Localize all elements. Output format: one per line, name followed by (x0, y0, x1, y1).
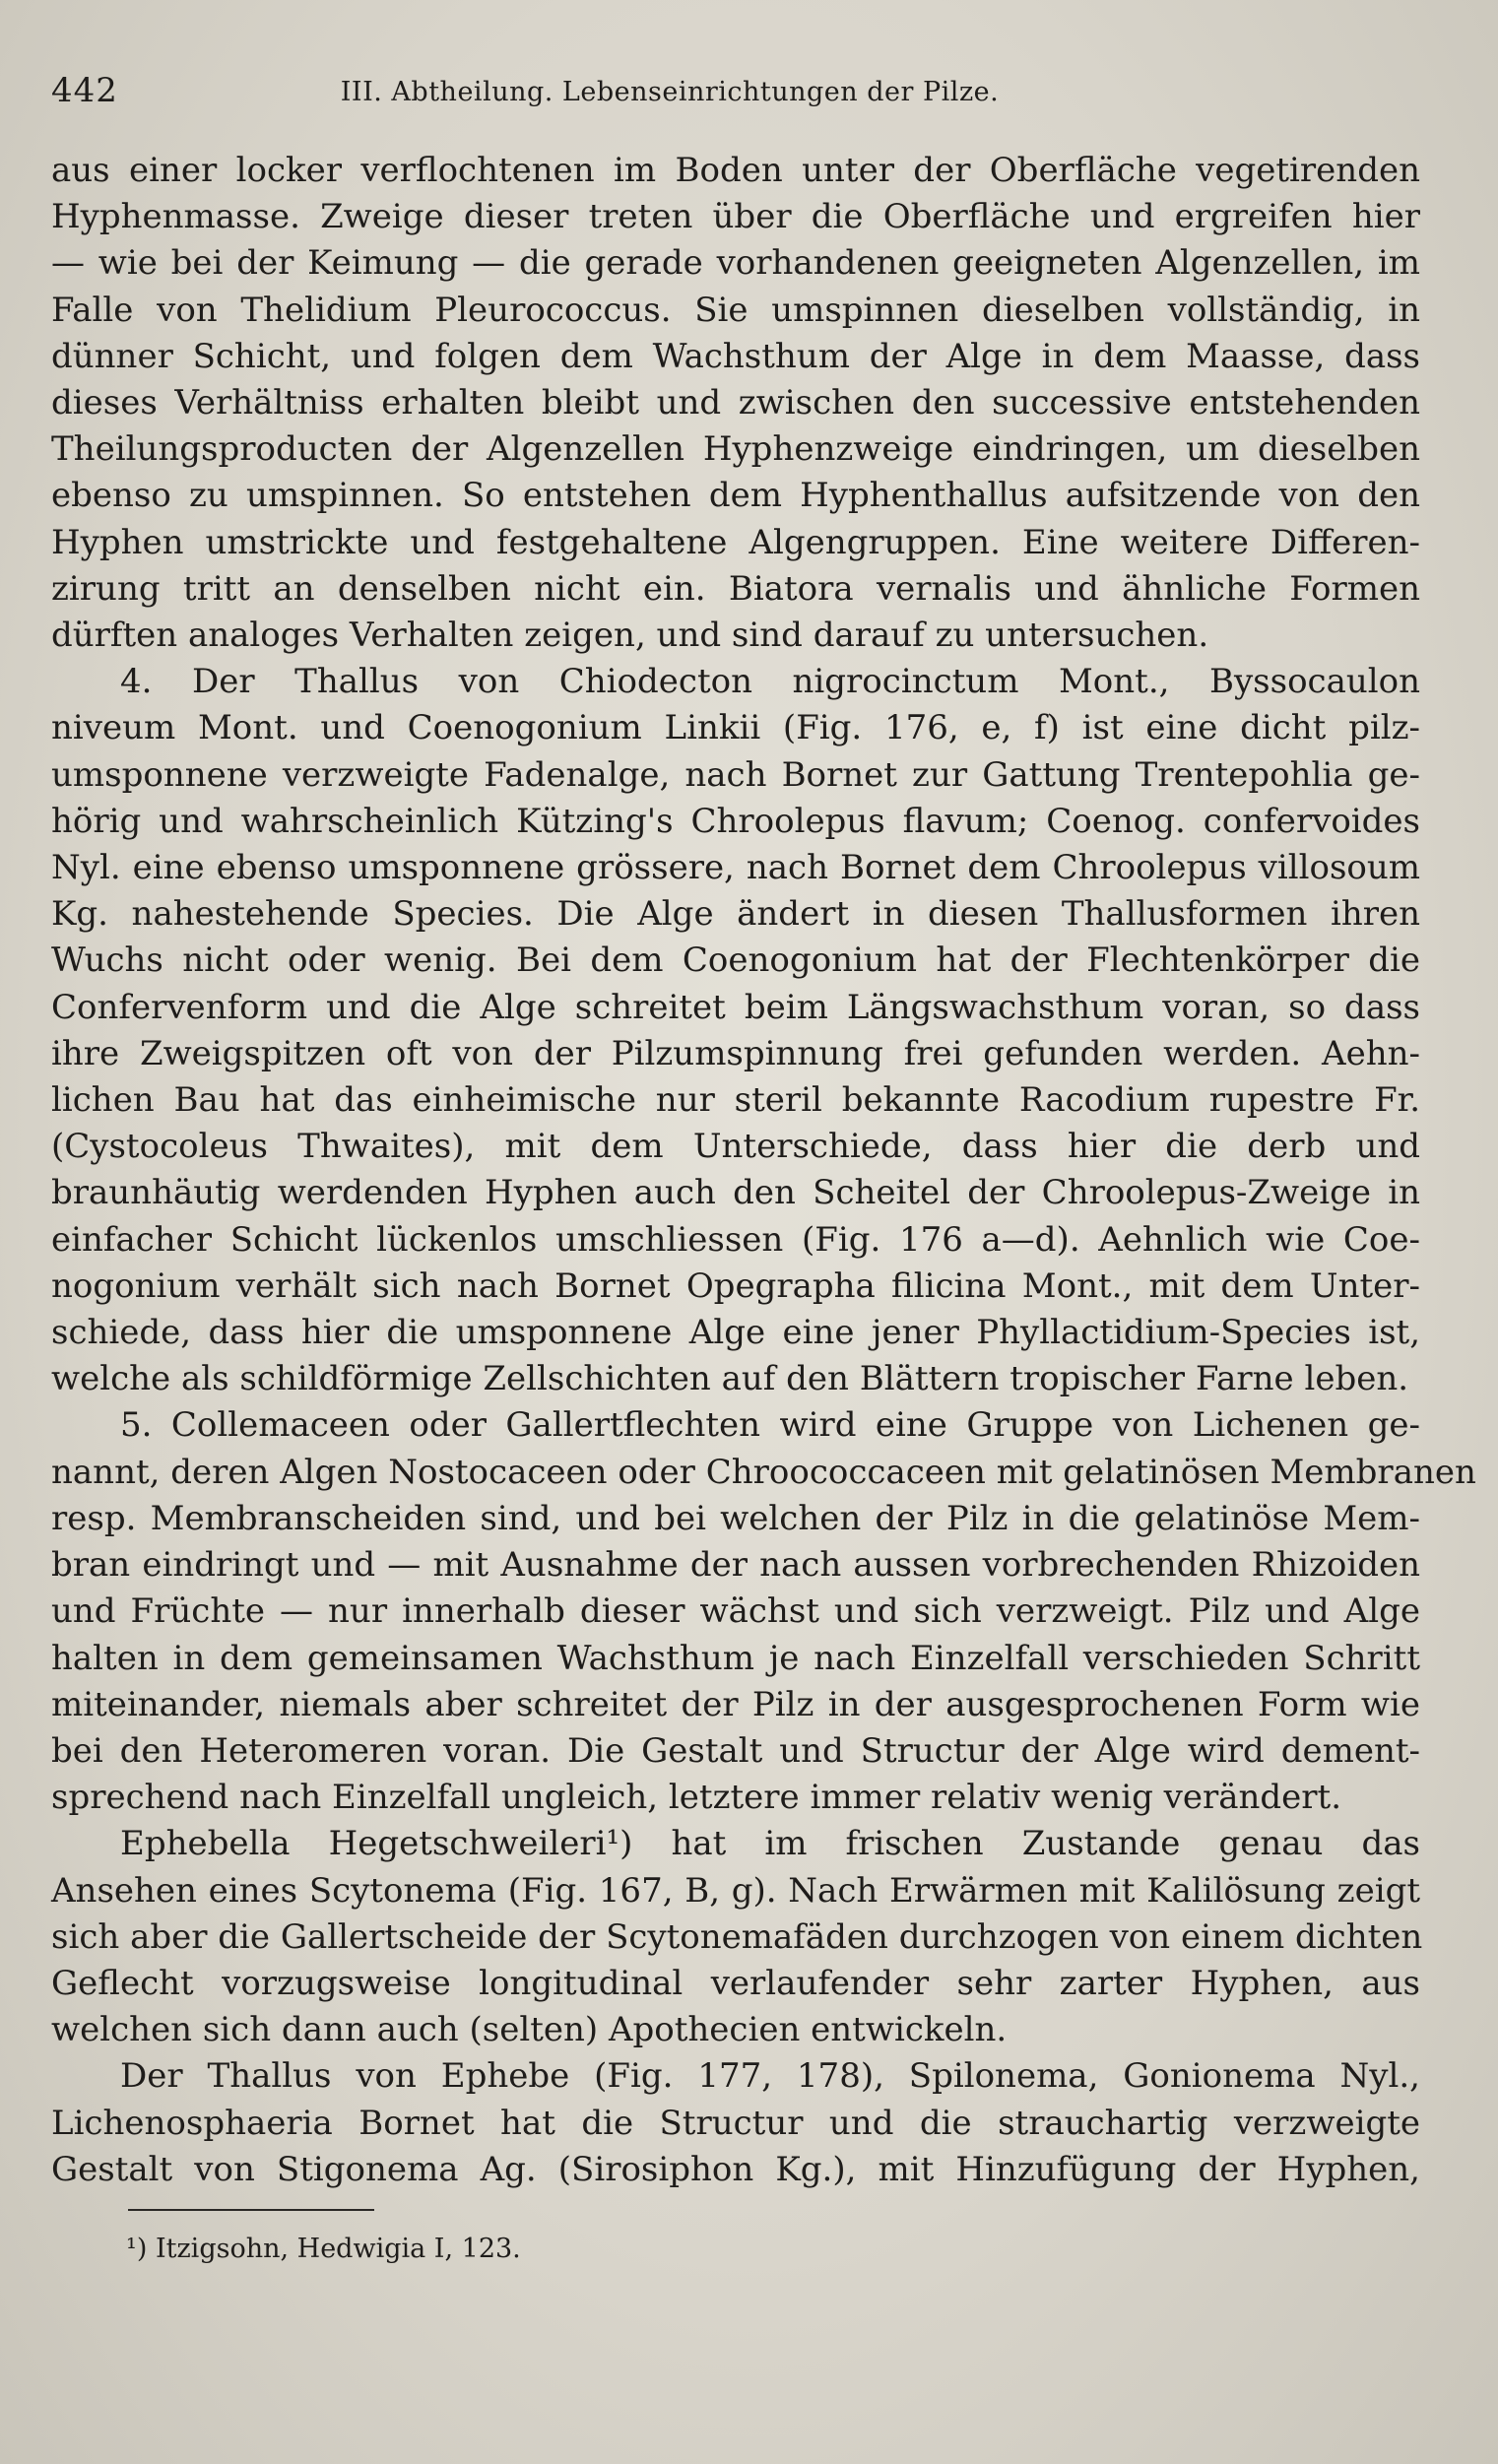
text-line: dieses Verhältniss erhalten bleibt und zwischen den successive entstehenden (51, 383, 1420, 423)
text-line: Gestalt von Stigonema Ag. (Sirosiphon Kg.), mit Hinzufügung der Hyphen, (51, 2149, 1420, 2189)
text-line: miteinander, niemals aber schreitet der Pilz in der ausgesprochenen Form wie (51, 1684, 1420, 1724)
text-line: sich aber die Gallertscheide der Scytonemafäden durchzogen von einem dichten (51, 1916, 1423, 1957)
text-line: halten in dem gemeinsamen Wachsthum je nach Einzelfall verschieden Schritt (51, 1638, 1420, 1678)
text-line: hörig und wahrscheinlich Kützing's Chroolepus flavum; Coenog. confervoides (51, 801, 1420, 841)
text-line: schiede, dass hier die umsponnene Alge eine jener Phyllactidium-Species ist, (51, 1313, 1420, 1353)
text-line: Hyphenmasse. Zweige dieser treten über die Oberfläche und ergreifen hier (51, 197, 1420, 237)
text-line: resp. Membranscheiden sind, und bei welchen der Pilz in die gelatinöse Mem- (51, 1498, 1420, 1538)
text-line: Der Thallus von Ephebe (Fig. 177, 178), Spilonema, Gonionema Nyl., (120, 2056, 1420, 2097)
text-line: — wie bei der Keimung — die gerade vorhandenen geeigneten Algenzellen, im (51, 243, 1420, 284)
text-line: Wuchs nicht oder wenig. Bei dem Coenogonium hat der Flechtenkörper die (51, 940, 1420, 981)
text-line: Ansehen eines Scytonema (Fig. 167, B, g). Nach Erwärmen mit Kalilösung zeigt (51, 1870, 1420, 1911)
text-line: niveum Mont. und Coenogonium Linkii (Fig. 176, e, f) ist eine dicht pilz- (51, 708, 1420, 748)
text-line: zirung tritt an denselben nicht ein. Biatora vernalis und ähnliche Formen (51, 568, 1420, 609)
text-line: Hyphen umstrickte und festgehaltene Algengruppen. Eine weitere Differen- (51, 522, 1420, 562)
running-head: III. Abtheilung. Lebenseinrichtungen der Pilze. (340, 77, 1000, 107)
text-line: 4. Der Thallus von Chiodecton nigrocinctum Mont., Byssocaulon (120, 662, 1420, 702)
text-line: und Früchte — nur innerhalb dieser wächst und sich verzweigt. Pilz und Alge (51, 1591, 1420, 1632)
text-line: bei den Heteromeren voran. Die Gestalt und Structur der Alge wird dement- (51, 1730, 1420, 1771)
text-line: Theilungsproducten der Algenzellen Hyphenzweige eindringen, um dieselben (51, 429, 1420, 470)
text-line: Geflecht vorzugsweise longitudinal verlaufender sehr zarter Hyphen, aus (51, 1963, 1420, 2003)
text-line: (Cystocoleus Thwaites), mit dem Unterschiede, dass hier die derb und (51, 1127, 1420, 1167)
text-line: Ephebella Hegetschweileri¹) hat im frischen Zustande genau das (120, 1824, 1420, 1864)
text-line: einfacher Schicht lückenlos umschliessen (Fig. 176 a—d). Aehnlich wie Coe- (51, 1219, 1420, 1260)
text-line: Kg. nahestehende Species. Die Alge ändert in diesen Thallusformen ihren (51, 894, 1420, 935)
text-line: bran eindringt und — mit Ausnahme der nach aussen vorbrechenden Rhizoiden (51, 1545, 1420, 1586)
text-line: braunhäutig werdenden Hyphen auch den Scheitel der Chroolepus-Zweige in (51, 1173, 1420, 1213)
text-line: Lichenosphaeria Bornet hat die Structur und die strauchartig verzweigte (51, 2103, 1420, 2143)
text-line: Nyl. eine ebenso umsponnene grössere, nach Bornet dem Chroolepus villosoum (51, 848, 1420, 888)
body-text (51, 148, 1476, 2193)
text-line: sprechend nach Einzelfall ungleich, letztere immer relativ wenig verändert. (51, 1778, 1341, 1818)
text-line: aus einer locker verflochtenen im Boden unter der Oberfläche vegetirenden (51, 151, 1420, 190)
text-line: umsponnene verzweigte Fadenalge, nach Bornet zur Gattung Trentepohlia ge- (51, 754, 1420, 795)
text-line: dünner Schicht, und folgen dem Wachsthum der Alge in dem Maasse, dass (51, 336, 1420, 376)
footnote-rule (128, 2209, 374, 2211)
text-line: nannt, deren Algen Nostocaceen oder Chroococcaceen mit gelatinösen Membranen (51, 1452, 1476, 1492)
text-line: nogonium verhält sich nach Bornet Opegrapha filicina Mont., mit dem Unter- (51, 1265, 1420, 1306)
page-number: 442 (51, 71, 118, 110)
text-line: Falle von Thelidium Pleurococcus. Sie umspinnen dieselben vollständig, in (51, 290, 1420, 330)
text-line: welchen sich dann auch (selten) Apothecien entwickeln. (51, 2010, 1008, 2050)
page-header (51, 71, 1429, 120)
text-line: ebenso zu umspinnen. So entstehen dem Hyphenthallus aufsitzende von den (51, 476, 1420, 516)
text-line: welche als schildförmige Zellschichten auf den Blättern tropischer Farne leben. (51, 1359, 1409, 1399)
text-line: lichen Bau hat das einheimische nur steril bekannte Racodium rupestre Fr. (51, 1080, 1420, 1121)
text-line: ihre Zweigspitzen oft von der Pilzumspinnung frei gefunden werden. Aehn- (51, 1033, 1420, 1073)
text-line: dürften analoges Verhalten zeigen, und sind darauf zu untersuchen. (51, 616, 1209, 656)
text-line: 5. Collemaceen oder Gallertflechten wird eine Gruppe von Lichenen ge- (120, 1405, 1420, 1446)
text-line: Confervenform und die Alge schreitet beim Längswachsthum voran, so dass (51, 987, 1420, 1027)
footnote: ¹) Itzigsohn, Hedwigia I, 123. (126, 2234, 521, 2264)
